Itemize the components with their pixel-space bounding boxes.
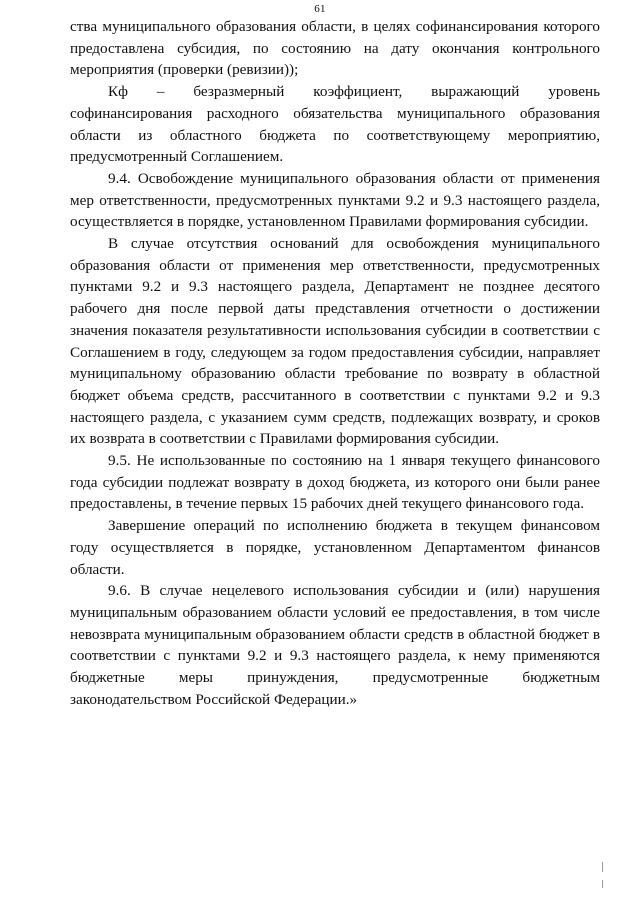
body-paragraph: Кф – безразмерный коэффициент, выражающий уровень софинансирования расходного обязательства муниципального образования области из областного бюджета по соответствующему мероприятию, предусмотренный Соглашением.: [70, 83, 600, 166]
page-number: 61: [314, 3, 326, 15]
body-paragraph: Завершение операций по исполнению бюджета в текущем финансовом году осуществляется в порядке, установленном Департаментом финансов области.: [70, 517, 600, 578]
body-paragraph: ства муниципального образования области, в целях софинансирования которого предоставлена субсидия, по состоянию на дату окончания контрольного мероприятия (проверки (ревизии));: [70, 18, 600, 79]
body-paragraph: 9.6. В случае нецелевого использования субсидии и (или) нарушения муниципальным образованием области условий ее предоставления, в том числе невозврата муниципальным образованием области средств в областной бюджет в соответствии с пунктами 9.2 и 9.3 настоящего раздела, к нему применяются бюджетные меры принуждения, предусмотренные бюджетным законодательством Российской Федерации.»: [70, 582, 600, 708]
body-paragraph: В случае отсутствия оснований для освобождения муниципального образования области от применения мер ответственности, предусмотренных пунктами 9.2 и 9.3 настоящего раздела, Департамент не позднее десятого рабочего дня после первой даты представления отчетности о достижении значения показателя результативности использования субсидии в соответствии с Соглашением в году, следующем за годом предоставления субсидии, направляет муниципальному образованию области требование по возврату в областной бюджет объема средств, рассчитанного в соответствии с пунктами 9.2 и 9.3 настоящего раздела, с указанием сумм средств, подлежащих возврату, и сроков их возврата в соответствии с Правилами формирования субсидии.: [70, 235, 600, 448]
scan-artifact-mark: [602, 880, 603, 888]
scan-artifact-mark: [602, 862, 603, 872]
document-body: [70, 16, 600, 711]
body-paragraph: 9.4. Освобождение муниципального образования области от применения мер ответственности, предусмотренных пунктами 9.2 и 9.3 настоящего раздела, осуществляется в порядке, установленном Правилами формирования субсидии.: [70, 169, 600, 231]
body-paragraph: 9.5. Не использованные по состоянию на 1 января текущего финансового года субсидии подлежат возврату в доход бюджета, из которого они были ранее предоставлены, в течение первых 15 рабочих дней текущего финансового года.: [70, 452, 600, 513]
